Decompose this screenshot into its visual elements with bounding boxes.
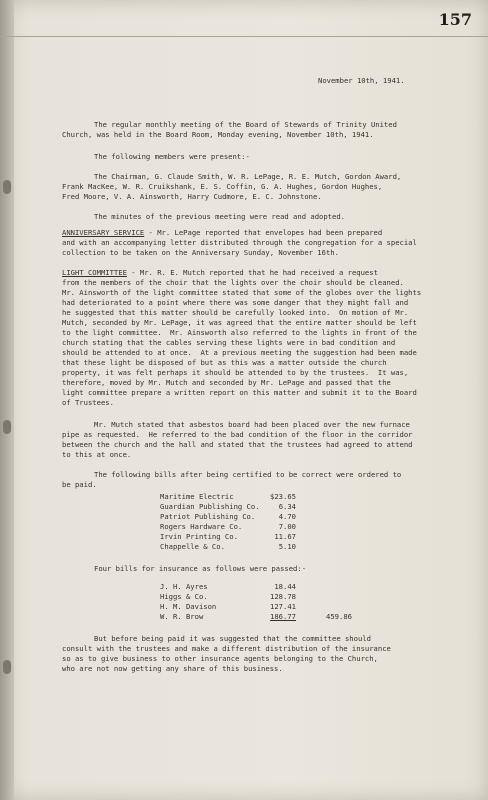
binding-hole: [3, 660, 11, 674]
asbestos-line: to this at once.: [62, 450, 132, 459]
anniversary-line: and with an accompanying letter distributed through the congregation for a special: [62, 238, 417, 247]
light-first-line: [62, 268, 378, 277]
bill-name: Chappelle & Co.: [160, 542, 225, 551]
insurance-name: W. R. Brow: [160, 612, 204, 621]
anniversary-first-line: [62, 228, 382, 237]
light-line: light committee prepare a written report on this matter and submit it to the Board: [62, 388, 417, 397]
bill-amount: $23.65: [270, 492, 296, 501]
bill-amount: 6.34: [278, 502, 296, 511]
bills-intro-line: The following bills after being certified to be correct were ordered to: [94, 470, 402, 479]
asbestos-line: pipe as requested. He referred to the bad condition of the floor in the corridor: [62, 430, 413, 439]
light-line: of Trustees.: [62, 398, 114, 407]
binding-hole: [3, 180, 11, 194]
light-first-text: - Mr. R. E. Mutch reported that he had received a request: [126, 268, 378, 277]
closing-line: who are not now getting any share of this business.: [62, 664, 283, 673]
members-line: Frank MacKee, W. R. Cruikshank, E. S. Coffin, G. A. Hughes, Gordon Hughes,: [62, 182, 383, 191]
bill-name: Patriot Publishing Co.: [160, 512, 256, 521]
bill-name: Rogers Hardware Co.: [160, 522, 243, 531]
page-number: 157: [438, 10, 472, 29]
asbestos-line: between the church and the hall and stated that the trustees had agreed to attend: [62, 440, 413, 449]
light-line: he suggested that this matter should be carefully looked into. On motion of Mr.: [62, 308, 409, 317]
insurance-name: J. H. Ayres: [160, 582, 208, 591]
insurance-name: H. M. Davison: [160, 602, 217, 611]
bill-amount: 4.70: [278, 512, 296, 521]
members-line: Fred Moore, V. A. Ainsworth, Harry Cudmore, E. C. Johnstone.: [62, 192, 322, 201]
light-line: therefore, moved by Mr. Mutch and seconded by Mr. LePage and passed that the: [62, 378, 391, 387]
light-line: from the members of the choir that the lights over the choir should be cleaned.: [62, 278, 404, 287]
insurance-name: Higgs & Co.: [160, 592, 208, 601]
members-line: The Chairman, G. Claude Smith, W. R. LePage, R. E. Mutch, Gordon Award,: [94, 172, 402, 181]
insurance-amount: 186.77: [270, 612, 296, 621]
bill-amount: 11.67: [274, 532, 296, 541]
light-line: church stating that the cables serving these lights were in bad condition and: [62, 338, 396, 347]
light-line: to the light committee. Mr. Ainsworth also referred to the lights in front of the: [62, 328, 417, 337]
members-intro: The following members were present:-: [94, 152, 250, 161]
bill-amount: 7.00: [278, 522, 296, 531]
closing-line: consult with the trustees and make a different distribution of the insurance: [62, 644, 391, 653]
asbestos-line: Mr. Mutch stated that asbestos board had been placed over the new furnace: [94, 420, 410, 429]
light-line: property, it was felt perhaps it should be attended to by the trustees. It was,: [62, 368, 409, 377]
light-line: that these light be disposed of but as this was a matter outside the church: [62, 358, 387, 367]
opening-line: Church, was held in the Board Room, Monday evening, November 10th, 1941.: [62, 130, 374, 139]
meeting-date: November 10th, 1941.: [318, 76, 405, 85]
light-line: had deteriorated to a point where there was some danger that they might fall and: [62, 298, 409, 307]
anniversary-first-text: - Mr. LePage reported that envelopes had been prepared: [144, 228, 383, 237]
bills-intro-line: be paid.: [62, 480, 97, 489]
bill-name: Maritime Electric: [160, 492, 234, 501]
binding-hole: [3, 420, 11, 434]
closing-line: But before being paid it was suggested that the committee should: [94, 634, 371, 643]
minutes-line: The minutes of the previous meeting were read and adopted.: [94, 212, 345, 221]
light-line: Mr. Ainsworth of the light committee stated that some of the globes over the lights: [62, 288, 422, 297]
closing-line: so as to give business to other insurance agents belonging to the Church,: [62, 654, 378, 663]
page-binding: [0, 0, 14, 800]
insurance-total: 459.86: [326, 612, 352, 621]
light-heading: LIGHT COMMITTEE: [62, 268, 127, 277]
light-line: should be attended to at once. At a previous meeting the suggestion had been made: [62, 348, 417, 357]
insurance-amount: 128.78: [270, 592, 296, 601]
insurance-intro: Four bills for insurance as follows were passed:-: [94, 564, 307, 573]
insurance-amount: 18.44: [274, 582, 296, 591]
opening-line: The regular monthly meeting of the Board of Stewards of Trinity United: [94, 120, 397, 129]
bill-name: Irvin Printing Co.: [160, 532, 238, 541]
bill-amount: 5.10: [278, 542, 296, 551]
light-line: Mutch, seconded by Mr. LePage, it was agreed that the entire matter should be left: [62, 318, 417, 327]
header-rule: [0, 36, 488, 37]
insurance-amount: 127.41: [270, 602, 296, 611]
anniversary-line: collection to be taken on the Anniversary Sunday, November 16th.: [62, 248, 339, 257]
anniversary-heading: ANNIVERSARY SERVICE: [62, 228, 145, 237]
bill-name: Guardian Publishing Co.: [160, 502, 260, 511]
